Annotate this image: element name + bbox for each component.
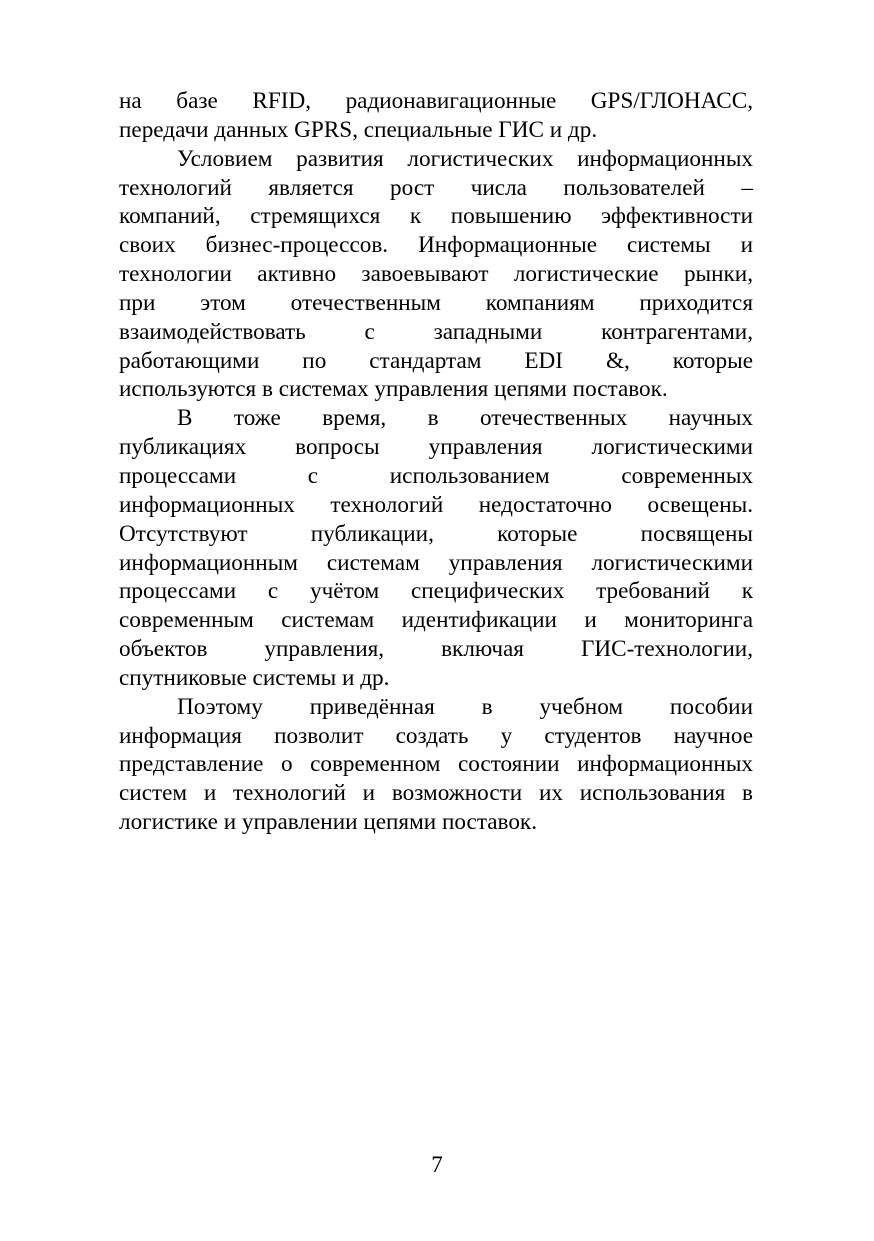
text-line: В тоже время, в отечественных научных [177,405,753,432]
paragraph-development-condition [119,145,753,405]
text-line: информация позволит создать у студентов научное [119,722,753,749]
text-line: систем и технологий и возможности их использования в [119,780,753,807]
text-line: на базе RFID, радионавигационные GPS/ГЛОНАСС, [119,88,753,114]
paragraph-publications [119,404,753,692]
text-line: представление о современном состоянии информационных [119,751,753,778]
text-line: объектов управления, включая ГИС-технологии, [119,636,753,663]
text-line: спутниковые системы и др. [119,664,390,691]
text-line: компаний, стремящихся к повышению эффективности [119,203,753,230]
text-line: Отсутствуют публикации, которые посвящены [119,520,753,547]
text-line: Условием развития логистических информационных [177,145,753,172]
text-line: своих бизнес-процессов. Информационные системы и [119,232,753,259]
text-line: передачи данных GPRS, специальные ГИС и др. [119,116,598,143]
text-line: взаимодействовать с западными контрагентами, [119,318,753,345]
text-line: информационным системам управления логистическими [119,549,753,576]
text-line: используются в системах управления цепями поставок. [119,376,668,403]
text-line: логистике и управлении цепями поставок. [119,809,537,836]
text-line: при этом отечественным компаниям приходится [119,289,753,316]
text-line: технологий является рост числа пользователей – [119,174,753,201]
text-line: современным системам идентификации и мониторинга [119,607,753,634]
text-line: информационных технологий недостаточно освещены. [119,491,753,518]
paragraph-conclusion [119,693,753,837]
text-line: технологии активно завоевывают логистические рынки, [119,261,753,288]
paragraph-continuation [119,87,753,145]
text-line: процессами с использованием современных [119,462,753,489]
text-line: процессами с учётом специфических требований к [119,578,753,605]
page-number: 7 [431,1152,443,1177]
text-line: публикациях вопросы управления логистическими [119,434,753,461]
body-text [119,87,753,837]
text-line: работающими по стандартам EDI &, которые [119,347,753,374]
text-line: Поэтому приведённая в учебном пособии [177,693,753,720]
